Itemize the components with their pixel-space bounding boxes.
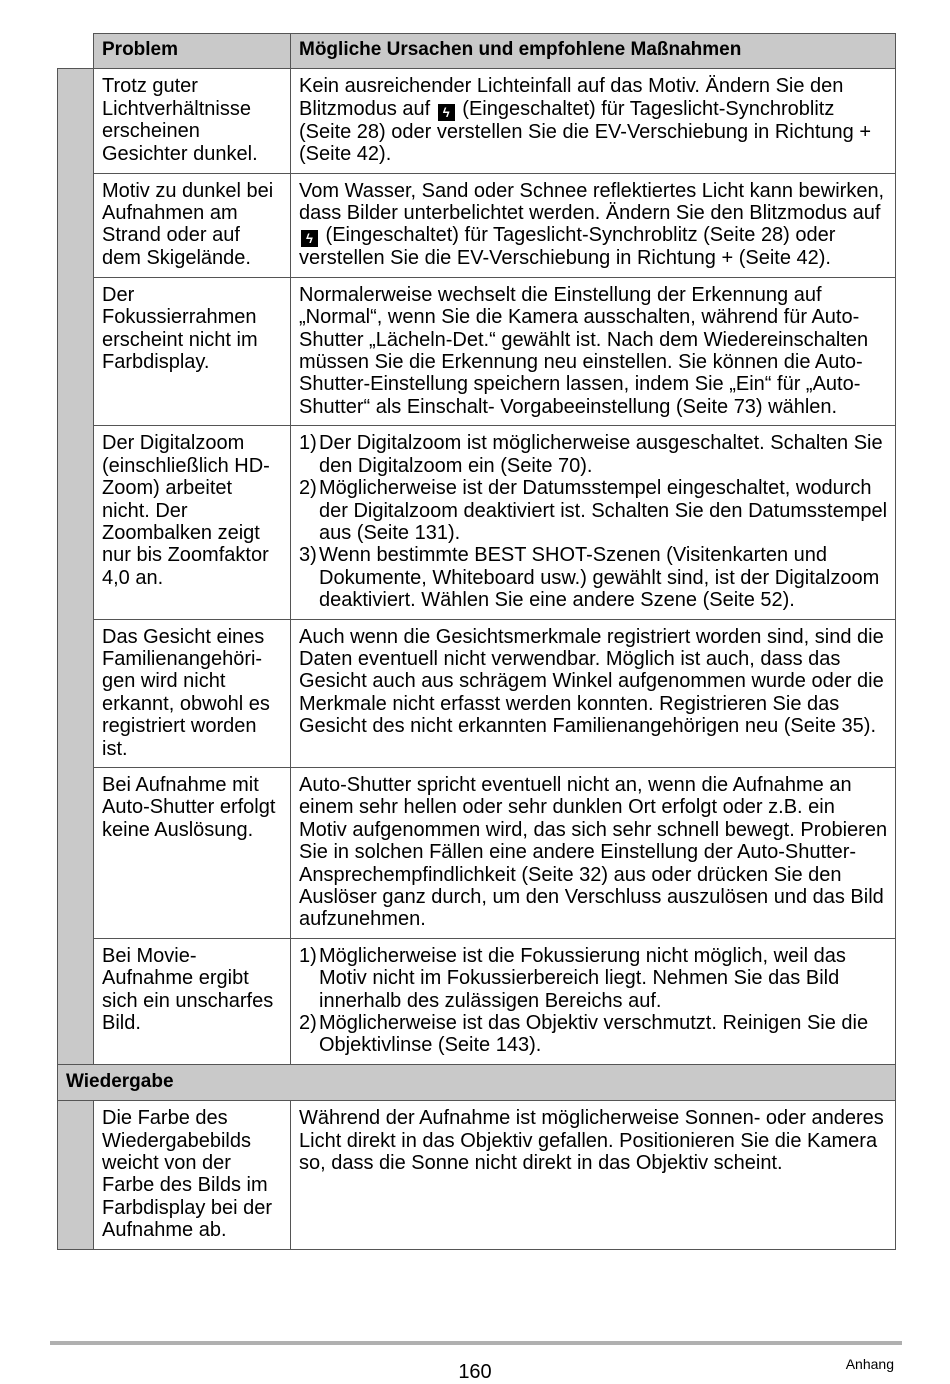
problem-column-header: Problem	[94, 34, 291, 69]
table-row	[58, 277, 896, 425]
problem-cell: Der Digitalzoom (einschließlich HD-Zoom) arbeitet nicht. Der Zoombalken zeigt nur bis Zoomfaktor 4,0 an.	[94, 426, 291, 619]
section-header-row	[58, 1064, 896, 1100]
section-title-wiedergabe: Wiedergabe	[58, 1064, 896, 1100]
item-text: Möglicherweise ist das Objektiv verschmutzt. Reinigen Sie die Objektivlinse (Seite 143).	[319, 1012, 869, 1057]
footer-section-label: Anhang	[845, 1356, 894, 1372]
problem-cell: Bei Aufnahme mit Auto-Shutter erfolgt keine Auslösung.	[94, 767, 291, 938]
table-header-row	[58, 34, 896, 69]
solution-cell	[291, 426, 896, 619]
solution-text: Kein ausreichender Lichteinfall auf das Motiv. Ändern Sie den Blitzmodus auf	[299, 75, 844, 120]
footer-divider	[50, 1341, 902, 1345]
section-gutter	[58, 69, 94, 1064]
solution-cell	[291, 69, 896, 173]
item-text: Möglicherweise ist der Datumsstempel eingeschaltet, wodurch der Digitalzoom deaktiviert ist. Schalten Sie den Datumsstempel aus (Seite 131).	[319, 477, 888, 544]
solution-cell: Normalerweise wechselt die Einstellung der Erkennung auf „Normal“, wenn Sie die Kamera ausschalten, während für Auto-Shutter „Lächeln-Det.“ gewählt ist. Nach dem Wiedereinschalten müssen Sie die Erkennung neu einstellen. Sie können die Auto-Shutter-Einstellung speichern lassen, indem Sie „Ein“ für „Auto-Shutter“ als Einschalt- Vorgabeeinstellung (Seite 73) wählen.	[291, 277, 896, 425]
problem-cell: Motiv zu dunkel bei Aufnahmen am Strand oder auf dem Skigelände.	[94, 173, 291, 277]
problem-cell: Der Fokussierrahmen erscheint nicht im Farbdisplay.	[94, 277, 291, 425]
troubleshooting-table	[57, 33, 896, 1250]
solution-cell: Auch wenn die Gesichtsmerkmale registriert worden sind, sind die Daten eventuell nicht verwendbar. Möglich ist auch, dass das Gesicht auch aus schrägem Winkel aufgenommen wurde oder die Merkmale nicht erfasst werden konnten. Registrieren Sie das Gesicht des nicht erkannten Familienangehörigen neu (Seite 35).	[291, 619, 896, 767]
solution-cell	[291, 173, 896, 277]
item-text: Der Digitalzoom ist möglicherweise ausgeschaltet. Schalten Sie den Digitalzoom ein (Seite 70).	[319, 432, 883, 477]
numbered-item	[299, 477, 888, 544]
solution-text: Vom Wasser, Sand oder Schnee reflektiertes Licht kann bewirken, dass Bilder unterbelichtet werden. Ändern Sie den Blitzmodus auf	[299, 179, 885, 225]
solution-text: (Eingeschaltet) für Tageslicht-Synchroblitz (Seite 28) oder verstellen Sie die EV-Verschiebung in Richtung + (Seite 42).	[299, 224, 836, 270]
table-row	[58, 619, 896, 767]
item-number: 3)	[299, 544, 317, 567]
item-number: 2)	[299, 1012, 317, 1035]
item-number: 1)	[299, 432, 317, 455]
header-blank-cell	[58, 34, 94, 69]
numbered-item	[299, 1012, 888, 1057]
numbered-item	[299, 432, 888, 477]
solution-text: (Eingeschaltet) für Tageslicht-Synchroblitz (Seite 28) oder verstellen Sie die EV-Verschiebung in Richtung + (Seite 42).	[299, 97, 872, 166]
item-text: Möglicherweise ist die Fokussierung nicht möglich, weil das Motiv nicht im Fokussierbereich liegt. Nehmen Sie das Bild innerhalb des zulässigen Bereichs auf.	[319, 944, 846, 1012]
table-row	[58, 69, 896, 173]
item-number: 1)	[299, 944, 317, 967]
item-number: 2)	[299, 477, 317, 500]
table-row	[58, 938, 896, 1064]
problem-cell: Trotz guter Lichtverhältnisse erscheinen Gesichter dunkel.	[94, 69, 291, 173]
table-row	[58, 426, 896, 619]
solution-cell	[291, 938, 896, 1064]
table-row	[58, 767, 896, 938]
problem-cell: Das Gesicht eines Familienangehöri-gen wird nicht erkannt, obwohl es registriert worden ist.	[94, 619, 291, 767]
table-row	[58, 1101, 896, 1249]
solution-column-header: Mögliche Ursachen und empfohlene Maßnahmen	[291, 34, 896, 69]
flash-on-icon: ϟ	[438, 104, 455, 121]
solution-cell: Auto-Shutter spricht eventuell nicht an, wenn die Aufnahme an einem sehr hellen oder sehr dunklen Ort erfolgt oder z.B. ein Motiv aufgenommen wird, das sich sehr schnell bewegt. Probieren Sie in solchen Fällen eine andere Einstellung der Auto-Shutter-Ansprechempfindlichkeit (Seite 32) aus oder drücken Sie den Auslöser ganz durch, um den Verschluss auszulösen und das Bild aufzunehmen.	[291, 767, 896, 938]
solution-cell: Während der Aufnahme ist möglicherweise Sonnen- oder anderes Licht direkt in das Objektiv gefallen. Positionieren Sie die Kamera so, dass die Sonne nicht direkt in das Objektiv scheint.	[291, 1101, 896, 1249]
problem-cell: Die Farbe des Wiedergabebilds weicht von der Farbe des Bilds im Farbdisplay bei der Aufnahme ab.	[94, 1101, 291, 1249]
section-gutter	[58, 1101, 94, 1249]
numbered-item	[299, 544, 888, 611]
numbered-item	[299, 945, 888, 1012]
item-text: Wenn bestimmte BEST SHOT-Szenen (Visitenkarten und Dokumente, Whiteboard usw.) gewählt sind, ist der Digitalzoom deaktiviert. Wählen Sie eine andere Szene (Seite 52).	[319, 544, 880, 612]
flash-on-icon: ϟ	[301, 230, 318, 247]
table-row	[58, 173, 896, 277]
page-number: 160	[458, 1361, 492, 1383]
problem-cell: Bei Movie-Aufnahme ergibt sich ein unscharfes Bild.	[94, 938, 291, 1064]
